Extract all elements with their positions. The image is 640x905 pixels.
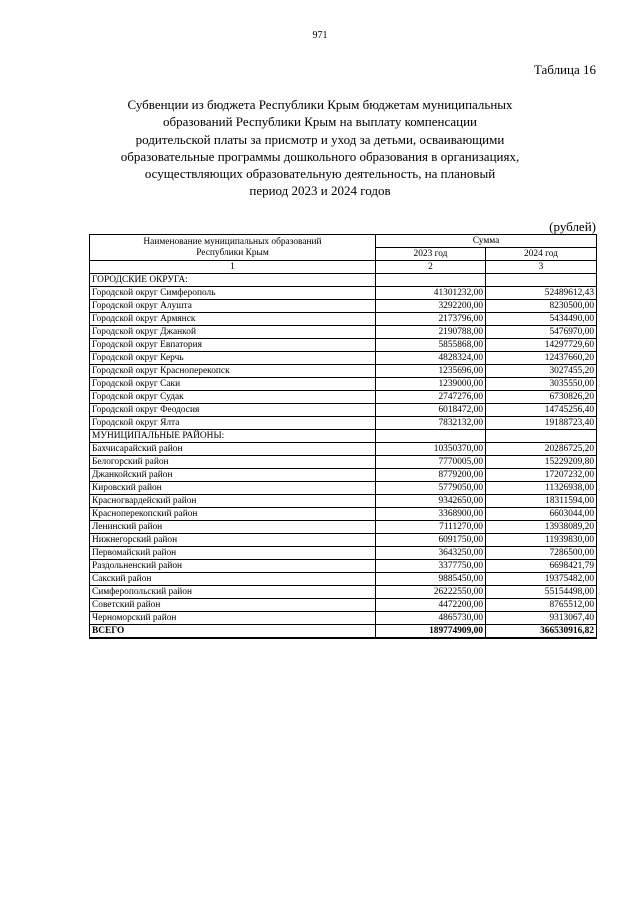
municipality-cell: Белогорский район (90, 456, 376, 469)
municipality-cell: ГОРОДСКИЕ ОКРУГА: (90, 274, 376, 287)
amount-2024-cell: 13938089,20 (486, 521, 597, 534)
amount-2023-cell: 9885450,00 (376, 573, 486, 586)
amount-2024-cell: 5476970,00 (486, 326, 597, 339)
municipality-cell: Городской округ Судак (90, 391, 376, 404)
table-row (90, 274, 597, 287)
municipality-cell: Советский район (90, 599, 376, 612)
amount-2023-cell: 1235696,00 (376, 365, 486, 378)
amount-2024-cell: 6603044,00 (486, 508, 597, 521)
table-row (90, 547, 597, 560)
table-row (90, 391, 597, 404)
amount-2024-cell: 15229209,80 (486, 456, 597, 469)
table-row (90, 521, 597, 534)
table-row (90, 534, 597, 547)
amount-2023-cell: 26222550,00 (376, 586, 486, 599)
amount-2023-cell: 2173796,00 (376, 313, 486, 326)
municipality-cell: Городской округ Саки (90, 378, 376, 391)
amount-2024-cell: 11939830,00 (486, 534, 597, 547)
municipality-cell: Ленинский район (90, 521, 376, 534)
amount-2024-cell: 18311594,00 (486, 495, 597, 508)
municipality-cell: Городской округ Ялта (90, 417, 376, 430)
table-row (90, 417, 597, 430)
title-line: Субвенции из бюджета Республики Крым бюджетам муниципальных (127, 97, 513, 112)
municipality-cell: Городской округ Джанкой (90, 326, 376, 339)
amount-2024-cell: 55154498,00 (486, 586, 597, 599)
amount-2023-cell: 2190788,00 (376, 326, 486, 339)
title-line: родительской платы за присмотр и уход за детьми, осваивающими (135, 131, 505, 147)
amount-2023-cell: 1239000,00 (376, 378, 486, 391)
amount-2023-cell: 3292200,00 (376, 300, 486, 313)
amount-2023-cell: 5779050,00 (376, 482, 486, 495)
amount-2024-cell: 5434490,00 (486, 313, 597, 326)
table-row (90, 482, 597, 495)
municipality-cell: Нижнегорский район (90, 534, 376, 547)
table-row (90, 430, 597, 443)
municipality-cell: Городской округ Алушта (90, 300, 376, 313)
amount-2023-cell: 4828324,00 (376, 352, 486, 365)
table-row (90, 404, 597, 417)
municipality-cell: Бахчисарайский район (90, 443, 376, 456)
amount-2024-cell: 17207232,00 (486, 469, 597, 482)
amount-2024-cell (486, 274, 597, 287)
table-row (90, 469, 597, 482)
amount-2023-cell: 3377750,00 (376, 560, 486, 573)
municipality-cell: Первомайский район (90, 547, 376, 560)
municipality-cell: Городской округ Керчь (90, 352, 376, 365)
header-municipality (90, 235, 376, 261)
municipality-cell: Городской округ Красноперекопск (90, 365, 376, 378)
amount-2023-cell: 7770005,00 (376, 456, 486, 469)
table-row (90, 352, 597, 365)
header-year-2024: 2024 год (486, 248, 597, 261)
header-sum: Сумма (376, 235, 597, 248)
title-line: период 2023 и 2024 годов (249, 183, 391, 199)
amount-2024-cell: 8230500,00 (486, 300, 597, 313)
table-number: Таблица 16 (533, 62, 596, 77)
amount-2023-cell: 7832132,00 (376, 417, 486, 430)
amount-2023-cell: 6091750,00 (376, 534, 486, 547)
table-header (90, 235, 597, 274)
table-row (90, 612, 597, 625)
table-row (90, 560, 597, 573)
table-row (90, 443, 597, 456)
municipality-cell: МУНИЦИПАЛЬНЫЕ РАЙОНЫ: (90, 430, 376, 443)
amount-2024-cell: 19188723,40 (486, 417, 597, 430)
total-row (90, 625, 597, 639)
municipality-cell: Красноперекопский район (90, 508, 376, 521)
amount-2024-cell: 11326938,00 (486, 482, 597, 495)
amount-2023-cell: 3368900,00 (376, 508, 486, 521)
amount-2023-cell: 4865730,00 (376, 612, 486, 625)
table-row (90, 378, 597, 391)
amount-2024-cell: 12437660,20 (486, 352, 597, 365)
header-municipality-line: Наименование муниципальных образований (143, 236, 322, 247)
amount-2023-cell: 7111270,00 (376, 521, 486, 534)
amount-2023-cell (376, 274, 486, 287)
amount-2024-cell: 20286725,20 (486, 443, 597, 456)
table-row (90, 339, 597, 352)
amount-2023-cell (376, 430, 486, 443)
municipality-cell: Городской округ Симферополь (90, 287, 376, 300)
table-row (90, 313, 597, 326)
header-year-2023: 2023 год (376, 248, 486, 261)
amount-2023-cell: 3643250,00 (376, 547, 486, 560)
municipality-cell: Черноморский район (90, 612, 376, 625)
amount-2023-cell: 4472200,00 (376, 599, 486, 612)
table-row (90, 573, 597, 586)
amount-2023-cell: 41301232,00 (376, 287, 486, 300)
table-row (90, 326, 597, 339)
municipality-cell: Городской округ Армянск (90, 313, 376, 326)
table-row (90, 287, 597, 300)
header-municipality-line: Республики Крым (196, 247, 269, 258)
amount-2023-cell: 2747276,00 (376, 391, 486, 404)
amount-2024-cell: 3027455,20 (486, 365, 597, 378)
amount-2024-cell: 8765512,00 (486, 599, 597, 612)
amount-2024-cell: 3035550,00 (486, 378, 597, 391)
amount-2024-cell: 6698421,79 (486, 560, 597, 573)
subvention-table (89, 234, 597, 639)
document-title (70, 96, 570, 200)
amount-2023-cell: 6018472,00 (376, 404, 486, 417)
amount-2024-cell: 7286500,00 (486, 547, 597, 560)
table-row (90, 365, 597, 378)
title-line: образований Республики Крым на выплату компенсации (162, 114, 478, 130)
municipality-cell: Городской округ Феодосия (90, 404, 376, 417)
amount-2023-cell: 5855868,00 (376, 339, 486, 352)
municipality-cell: Городской округ Евпатория (90, 339, 376, 352)
column-index: 1 (90, 261, 376, 274)
municipality-cell: Кировский район (90, 482, 376, 495)
table-row (90, 586, 597, 599)
municipality-cell: Сакский район (90, 573, 376, 586)
column-index: 2 (376, 261, 486, 274)
amount-2023-cell: 8779200,00 (376, 469, 486, 482)
municipality-cell: Симферопольский район (90, 586, 376, 599)
amount-2023-cell: 10350370,00 (376, 443, 486, 456)
amount-2024-cell (486, 430, 597, 443)
table-body (90, 274, 597, 639)
table-row (90, 599, 597, 612)
units-label: (рублей) (549, 219, 596, 234)
amount-2024-cell: 6730826,20 (486, 391, 597, 404)
municipality-cell: Красногвардейский район (90, 495, 376, 508)
total-label: ВСЕГО (90, 625, 376, 639)
amount-2024-cell: 52489612,43 (486, 287, 597, 300)
total-2024: 366530916,82 (486, 625, 597, 639)
table-row (90, 495, 597, 508)
table-row (90, 456, 597, 469)
amount-2024-cell: 19375482,00 (486, 573, 597, 586)
title-line: осуществляющих образовательную деятельность, на плановый (144, 166, 496, 182)
total-2023: 189774909,00 (376, 625, 486, 639)
amount-2024-cell: 14297729,60 (486, 339, 597, 352)
table-row (90, 300, 597, 313)
column-index: 3 (486, 261, 597, 274)
amount-2024-cell: 9313067,40 (486, 612, 597, 625)
amount-2024-cell: 14745256,40 (486, 404, 597, 417)
amount-2023-cell: 9342650,00 (376, 495, 486, 508)
title-line: образовательные программы дошкольного образования в организациях, (120, 148, 520, 164)
municipality-cell: Раздольненский район (90, 560, 376, 573)
page-number: 971 (312, 30, 328, 41)
table-row (90, 508, 597, 521)
municipality-cell: Джанкойский район (90, 469, 376, 482)
